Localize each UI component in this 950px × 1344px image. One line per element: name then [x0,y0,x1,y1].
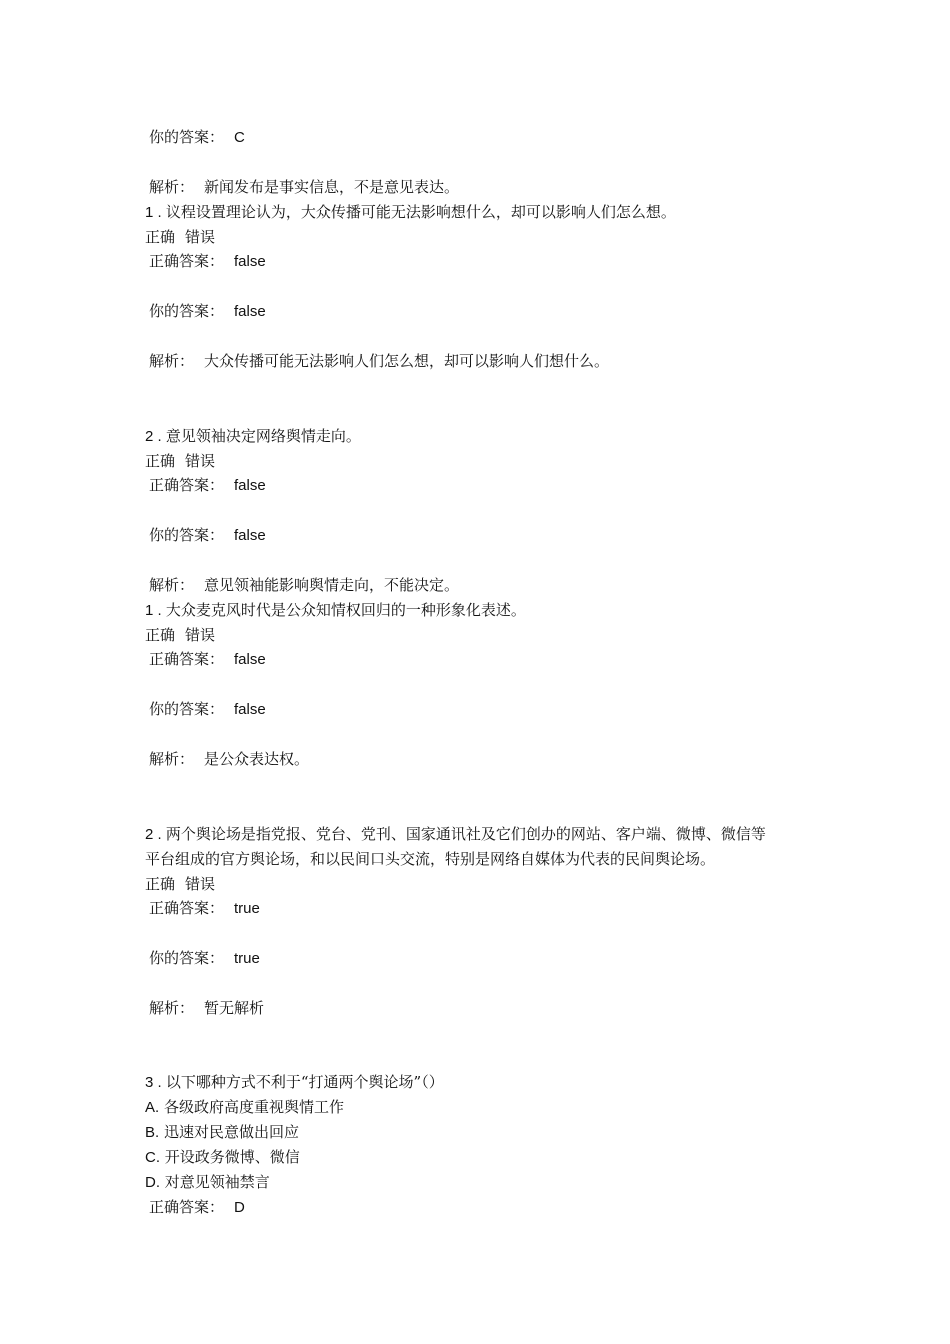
question-number: 1 [145,602,154,619]
correct-answer-row [149,475,266,496]
your-answer-label: 你的答案： [149,526,225,544]
analysis-label: 解析： [149,999,195,1017]
question-number: 2 [145,428,154,445]
your-answer-value: true [234,950,260,967]
correct-answer-value: D [234,1199,245,1216]
question-number: 2 [145,826,154,843]
choice-true[interactable]: 正确 [145,875,176,893]
question-body: 议程设置理论认为，大众传播可能无法影响想什么，却可以影响人们怎么想。 [165,203,676,221]
analysis-text: 新闻发布是事实信息，不是意见表达。 [204,178,460,196]
question-text: 1 . 议程设置理论认为，大众传播可能无法影响想什么，却可以影响人们怎么想。 [145,203,676,221]
correct-answer-row [149,898,260,919]
option-d[interactable] [145,1172,270,1193]
analysis-row [149,998,264,1018]
option-text: 迅速对民意做出回应 [163,1123,299,1141]
choice-false[interactable]: 错误 [185,452,216,470]
analysis-text: 意见领袖能影响舆情走向，不能决定。 [204,576,460,594]
your-answer-value: C [234,129,245,146]
your-answer-value: false [234,701,266,718]
question-number: 3 [145,1074,154,1091]
question-body: 意见领袖决定网络舆情走向。 [165,427,361,445]
analysis-row [149,177,459,197]
correct-answer-label: 正确答案： [149,1198,225,1216]
option-c[interactable] [145,1147,300,1168]
correct-answer-value: false [234,651,266,668]
option-letter: B. [145,1124,160,1141]
option-a[interactable] [145,1097,344,1118]
choice-false[interactable]: 错误 [185,626,216,644]
your-answer-label: 你的答案： [149,128,225,146]
your-answer-value: false [234,527,266,544]
question-body-line2: 平台组成的官方舆论场，和以民间口头交流，特别是网络自媒体为代表的民间舆论场。 [145,850,716,868]
correct-answer-label: 正确答案： [149,650,225,668]
question-text: 1 . 大众麦克风时代是公众知情权回归的一种形象化表述。 [145,601,526,619]
your-answer-label: 你的答案： [149,949,225,967]
option-text: 开设政务微博、微信 [164,1148,300,1166]
option-letter: C. [145,1149,160,1166]
option-text: 各级政府高度重视舆情工作 [163,1098,344,1116]
analysis-text: 暂无解析 [204,999,265,1017]
correct-answer-value: false [234,253,266,270]
analysis-row [149,749,309,769]
analysis-row [149,575,459,595]
option-letter: D. [145,1174,160,1191]
choice-false[interactable]: 错误 [185,875,216,893]
correct-answer-label: 正确答案： [149,252,225,270]
analysis-text: 大众传播可能无法影响人们怎么想，却可以影响人们想什么。 [204,352,610,370]
true-false-choices [145,451,215,471]
your-answer-label: 你的答案： [149,302,225,320]
correct-answer-row [149,649,266,670]
question-text: 3 . 以下哪种方式不利于“打通两个舆论场”（） [145,1073,444,1091]
correct-answer-row [149,251,266,272]
your-answer-row [149,948,260,969]
question-body: 以下哪种方式不利于“打通两个舆论场”（） [165,1073,444,1091]
your-answer-value: false [234,303,266,320]
correct-answer-value: true [234,900,260,917]
correct-answer-label: 正确答案： [149,899,225,917]
option-text: 对意见领袖禁言 [164,1173,270,1191]
choice-true[interactable]: 正确 [145,626,176,644]
option-b[interactable] [145,1122,299,1143]
your-answer-row [149,127,245,148]
analysis-label: 解析： [149,178,195,196]
analysis-label: 解析： [149,750,195,768]
question-body: 大众麦克风时代是公众知情权回归的一种形象化表述。 [165,601,526,619]
true-false-choices [145,227,215,247]
question-number: 1 [145,204,154,221]
your-answer-row [149,525,266,546]
correct-answer-value: false [234,477,266,494]
analysis-label: 解析： [149,352,195,370]
option-letter: A. [145,1099,160,1116]
analysis-row [149,351,609,371]
choice-true[interactable]: 正确 [145,228,176,246]
correct-answer-row [149,1197,245,1218]
your-answer-row [149,301,266,322]
question-text: 2 . 两个舆论场是指党报、党台、党刊、国家通讯社及它们创办的网站、客户端、微博、微信等 [145,825,766,843]
analysis-text: 是公众表达权。 [204,750,310,768]
your-answer-row [149,699,266,720]
question-text: 2 . 意见领袖决定网络舆情走向。 [145,427,361,445]
question-body-line1: 两个舆论场是指党报、党台、党刊、国家通讯社及它们创办的网站、客户端、微博、微信等 [165,825,766,843]
correct-answer-label: 正确答案： [149,476,225,494]
analysis-label: 解析： [149,576,195,594]
true-false-choices [145,874,215,894]
true-false-choices [145,625,215,645]
choice-true[interactable]: 正确 [145,452,176,470]
choice-false[interactable]: 错误 [185,228,216,246]
your-answer-label: 你的答案： [149,700,225,718]
